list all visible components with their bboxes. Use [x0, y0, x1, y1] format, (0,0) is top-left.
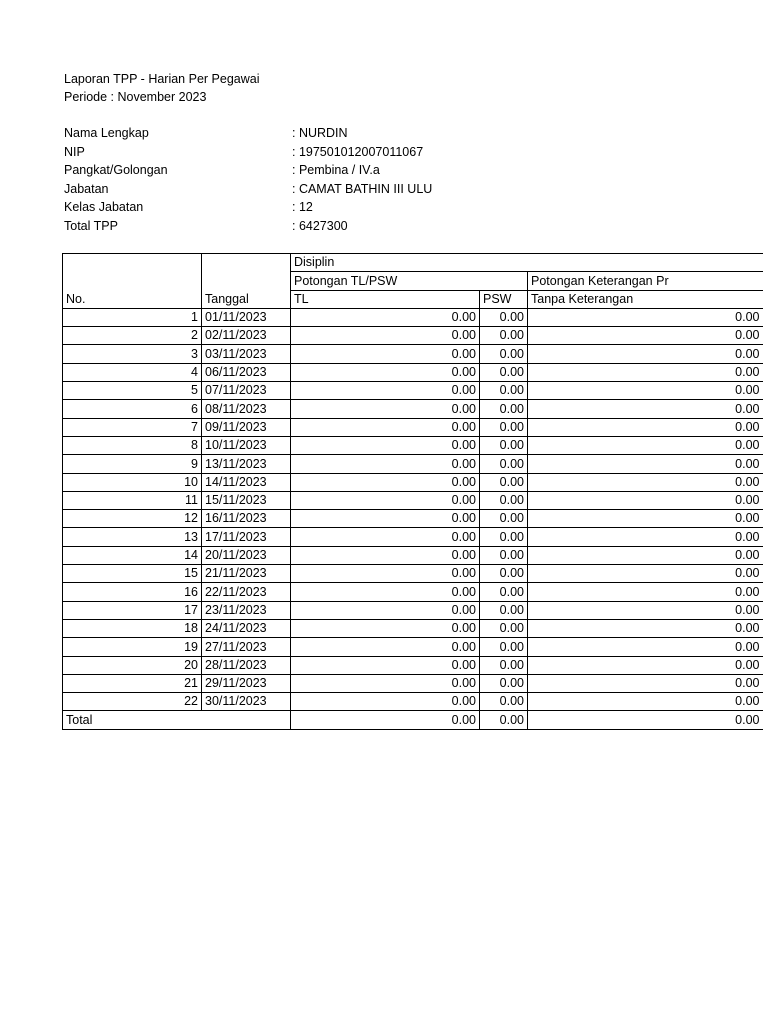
- table-row: [63, 308, 763, 326]
- row-date: 28/11/2023: [202, 656, 291, 674]
- tpp-table: [62, 253, 763, 730]
- row-tl: 0.00: [291, 565, 480, 583]
- info-label: Nama Lengkap: [64, 126, 149, 140]
- row-tl: 0.00: [291, 491, 480, 509]
- table-row: [63, 528, 763, 546]
- row-no: 14: [63, 546, 202, 564]
- header-psw: PSW: [480, 290, 528, 308]
- table-row: [63, 382, 763, 400]
- info-row: [64, 143, 432, 162]
- row-tl: 0.00: [291, 473, 480, 491]
- row-psw: 0.00: [480, 455, 528, 473]
- row-date: 06/11/2023: [202, 363, 291, 381]
- row-tl: 0.00: [291, 546, 480, 564]
- row-tanpa-keterangan: 0.00: [528, 382, 763, 400]
- row-no: 19: [63, 638, 202, 656]
- row-tl: 0.00: [291, 510, 480, 528]
- row-date: 21/11/2023: [202, 565, 291, 583]
- header-potongan-keterangan: Potongan Keterangan Pr: [528, 272, 763, 290]
- row-no: 20: [63, 656, 202, 674]
- row-date: 07/11/2023: [202, 382, 291, 400]
- row-tl: 0.00: [291, 455, 480, 473]
- row-psw: 0.00: [480, 308, 528, 326]
- header-no: No.: [63, 290, 202, 308]
- row-date: 14/11/2023: [202, 473, 291, 491]
- row-psw: 0.00: [480, 436, 528, 454]
- row-tl: 0.00: [291, 674, 480, 692]
- header-row-3: [63, 290, 763, 308]
- row-date: 02/11/2023: [202, 327, 291, 345]
- info-value: : CAMAT BATHIN III ULU: [292, 181, 433, 196]
- table-row: [63, 546, 763, 564]
- row-psw: 0.00: [480, 674, 528, 692]
- row-date: 23/11/2023: [202, 601, 291, 619]
- row-date: 01/11/2023: [202, 308, 291, 326]
- row-no: 1: [63, 308, 202, 326]
- header-tl: TL: [291, 290, 480, 308]
- row-no: 13: [63, 528, 202, 546]
- row-psw: 0.00: [480, 528, 528, 546]
- row-psw: 0.00: [480, 510, 528, 528]
- report-heading: [64, 70, 259, 106]
- total-tl: 0.00: [291, 711, 480, 729]
- row-tanpa-keterangan: 0.00: [528, 601, 763, 619]
- row-date: 24/11/2023: [202, 619, 291, 637]
- row-date: 29/11/2023: [202, 674, 291, 692]
- info-label: Pangkat/Golongan: [64, 163, 168, 177]
- row-tanpa-keterangan: 0.00: [528, 418, 763, 436]
- header-row-2: [63, 272, 763, 290]
- row-date: 20/11/2023: [202, 546, 291, 564]
- table-row: [63, 345, 763, 363]
- row-tl: 0.00: [291, 638, 480, 656]
- row-no: 9: [63, 455, 202, 473]
- row-no: 21: [63, 674, 202, 692]
- row-no: 16: [63, 583, 202, 601]
- row-psw: 0.00: [480, 565, 528, 583]
- row-tanpa-keterangan: 0.00: [528, 546, 763, 564]
- info-value: : 12: [292, 200, 313, 214]
- header-tanpa-keterangan: Tanpa Keterangan: [528, 290, 763, 308]
- table-row: [63, 601, 763, 619]
- row-no: 6: [63, 400, 202, 418]
- total-psw: 0.00: [480, 711, 528, 729]
- row-tl: 0.00: [291, 400, 480, 418]
- header-tanggal: Tanggal: [202, 290, 291, 308]
- row-psw: 0.00: [480, 382, 528, 400]
- row-psw: 0.00: [480, 345, 528, 363]
- table-row: [63, 583, 763, 601]
- info-value: : 6427300: [292, 218, 348, 233]
- row-tanpa-keterangan: 0.00: [528, 436, 763, 454]
- row-tl: 0.00: [291, 418, 480, 436]
- info-label: Kelas Jabatan: [64, 200, 144, 214]
- total-label: Total: [63, 711, 291, 729]
- row-psw: 0.00: [480, 693, 528, 711]
- info-value: : Pembina / IV.a: [292, 163, 380, 177]
- info-row: [64, 217, 432, 236]
- row-psw: 0.00: [480, 583, 528, 601]
- row-tanpa-keterangan: 0.00: [528, 308, 763, 326]
- row-tanpa-keterangan: 0.00: [528, 363, 763, 381]
- row-tl: 0.00: [291, 308, 480, 326]
- row-psw: 0.00: [480, 418, 528, 436]
- table-row: [63, 656, 763, 674]
- table-row: [63, 565, 763, 583]
- row-date: 03/11/2023: [202, 345, 291, 363]
- header-row-1: [63, 254, 763, 272]
- table-row: [63, 510, 763, 528]
- row-tl: 0.00: [291, 436, 480, 454]
- row-tanpa-keterangan: 0.00: [528, 583, 763, 601]
- report-period: Periode : November 2023: [64, 90, 207, 104]
- row-no: 22: [63, 693, 202, 711]
- table-row: [63, 363, 763, 381]
- table-row: [63, 491, 763, 509]
- employee-info: [64, 124, 432, 235]
- row-date: 15/11/2023: [202, 491, 291, 509]
- row-tl: 0.00: [291, 327, 480, 345]
- tpp-table-viewport: [62, 253, 760, 733]
- row-date: 22/11/2023: [202, 583, 291, 601]
- row-tl: 0.00: [291, 345, 480, 363]
- info-row: [64, 198, 432, 217]
- report-title: Laporan TPP - Harian Per Pegawai: [64, 72, 260, 86]
- row-tanpa-keterangan: 0.00: [528, 565, 763, 583]
- row-tanpa-keterangan: 0.00: [528, 327, 763, 345]
- row-tl: 0.00: [291, 363, 480, 381]
- row-no: 2: [63, 327, 202, 345]
- header-potongan-tlpsw: Potongan TL/PSW: [291, 272, 528, 290]
- row-tanpa-keterangan: 0.00: [528, 510, 763, 528]
- row-psw: 0.00: [480, 400, 528, 418]
- row-psw: 0.00: [480, 619, 528, 637]
- row-date: 10/11/2023: [202, 436, 291, 454]
- row-psw: 0.00: [480, 601, 528, 619]
- info-value: : NURDIN: [292, 126, 348, 140]
- table-row: [63, 638, 763, 656]
- row-tanpa-keterangan: 0.00: [528, 693, 763, 711]
- row-date: 08/11/2023: [202, 400, 291, 418]
- row-psw: 0.00: [480, 638, 528, 656]
- total-row: [63, 711, 763, 729]
- header-disiplin: Disiplin: [291, 254, 763, 272]
- row-psw: 0.00: [480, 473, 528, 491]
- row-tl: 0.00: [291, 583, 480, 601]
- info-row: [64, 180, 432, 199]
- table-row: [63, 400, 763, 418]
- row-psw: 0.00: [480, 327, 528, 345]
- row-tanpa-keterangan: 0.00: [528, 491, 763, 509]
- row-tl: 0.00: [291, 693, 480, 711]
- row-date: 09/11/2023: [202, 418, 291, 436]
- row-no: 11: [63, 491, 202, 509]
- row-no: 17: [63, 601, 202, 619]
- info-value: : 197501012007011067: [292, 144, 424, 159]
- info-label: Jabatan: [64, 181, 109, 196]
- row-no: 15: [63, 565, 202, 583]
- row-tl: 0.00: [291, 656, 480, 674]
- row-date: 13/11/2023: [202, 455, 291, 473]
- info-label: NIP: [64, 144, 85, 159]
- row-tanpa-keterangan: 0.00: [528, 345, 763, 363]
- row-date: 27/11/2023: [202, 638, 291, 656]
- total-tanpa-keterangan: 0.00: [528, 711, 763, 729]
- table-row: [63, 327, 763, 345]
- table-row: [63, 418, 763, 436]
- row-psw: 0.00: [480, 491, 528, 509]
- table-row: [63, 619, 763, 637]
- row-no: 18: [63, 619, 202, 637]
- header-no-cell: [63, 254, 202, 272]
- row-tl: 0.00: [291, 601, 480, 619]
- header-tanggal-cell: [202, 254, 291, 272]
- row-tanpa-keterangan: 0.00: [528, 656, 763, 674]
- table-row: [63, 693, 763, 711]
- row-no: 7: [63, 418, 202, 436]
- row-date: 16/11/2023: [202, 510, 291, 528]
- row-tl: 0.00: [291, 528, 480, 546]
- row-tl: 0.00: [291, 382, 480, 400]
- row-tanpa-keterangan: 0.00: [528, 528, 763, 546]
- row-date: 17/11/2023: [202, 528, 291, 546]
- row-tanpa-keterangan: 0.00: [528, 619, 763, 637]
- row-no: 3: [63, 345, 202, 363]
- table-row: [63, 455, 763, 473]
- row-tanpa-keterangan: 0.00: [528, 473, 763, 491]
- row-no: 4: [63, 363, 202, 381]
- table-row: [63, 473, 763, 491]
- row-no: 5: [63, 382, 202, 400]
- row-tanpa-keterangan: 0.00: [528, 455, 763, 473]
- row-no: 12: [63, 510, 202, 528]
- row-date: 30/11/2023: [202, 693, 291, 711]
- row-psw: 0.00: [480, 546, 528, 564]
- row-psw: 0.00: [480, 363, 528, 381]
- table-row: [63, 436, 763, 454]
- table-row: [63, 674, 763, 692]
- row-psw: 0.00: [480, 656, 528, 674]
- row-tanpa-keterangan: 0.00: [528, 400, 763, 418]
- row-tl: 0.00: [291, 619, 480, 637]
- info-row: [64, 124, 432, 143]
- row-no: 8: [63, 436, 202, 454]
- info-label: Total TPP: [64, 218, 118, 233]
- info-row: [64, 161, 432, 180]
- row-tanpa-keterangan: 0.00: [528, 674, 763, 692]
- row-no: 10: [63, 473, 202, 491]
- row-tanpa-keterangan: 0.00: [528, 638, 763, 656]
